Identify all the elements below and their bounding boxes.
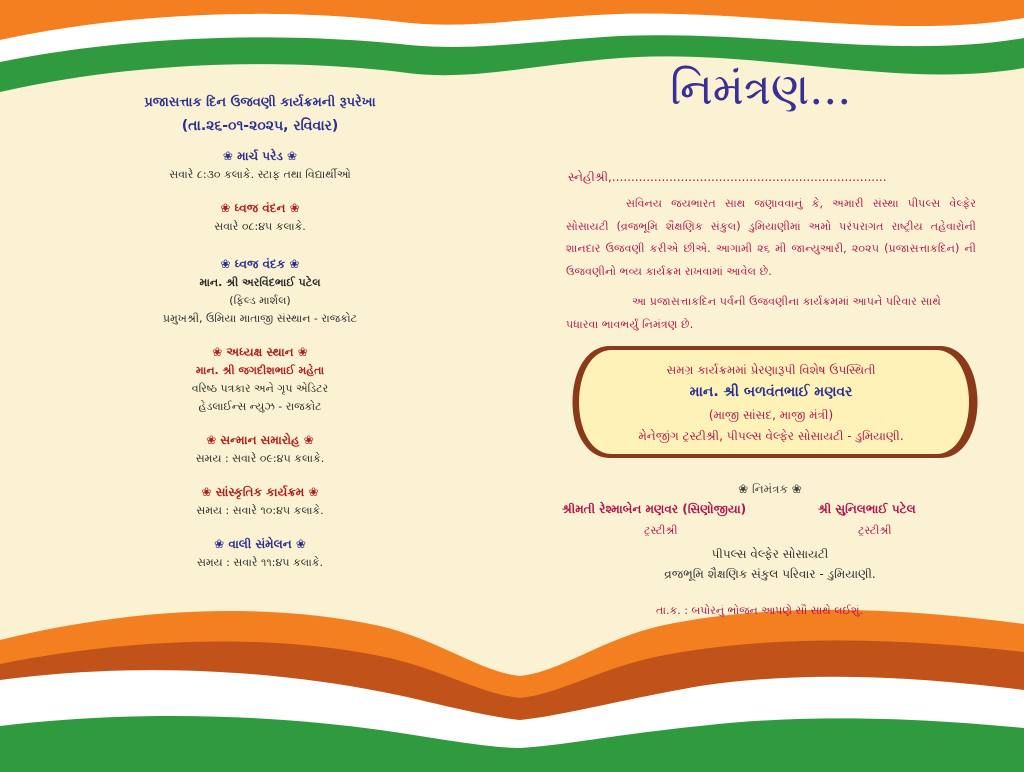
event-title: ❀ સન્માન સમારોહ ❀	[206, 433, 314, 447]
hosts-label: ❀ નિમંત્રક ❀	[738, 482, 802, 496]
guest-name: માન. શ્રી બળવંતભાઈ મણવર	[689, 384, 853, 400]
invitation-paragraph-2	[566, 291, 976, 336]
event-title: ❀ ધ્વજ વંદન ❀	[220, 201, 300, 215]
event-march-parade	[90, 146, 430, 184]
host-names	[560, 500, 980, 524]
event-person-org: પ્રમુખશ્રી, ઉમિયા માતાજી સંસ્થાન - રાજકોટ	[162, 312, 358, 325]
event-title: ❀ અધ્યક્ષ સ્થાન ❀	[212, 345, 308, 359]
programme-outline	[90, 92, 430, 586]
lunch-note: તા.ક. : બપોરનું ભોજન આપણે સૌ સાથે લઈશું.	[656, 604, 863, 617]
event-time: સવારે ૮:૩૦ કલાકે. સ્ટાફ તથા વિદ્યાર્થીઓ	[169, 168, 351, 181]
event-time: સવારે ૦૮:૪૫ કલાકે.	[214, 220, 306, 233]
event-title: ❀ વાલી સંમેલન ❀	[214, 537, 306, 551]
event-flag-hoister	[90, 254, 430, 328]
event-person-org: હેડલાઈન્સ ન્યુઝ - રાજકોટ	[198, 400, 322, 413]
guest-title: (માજી સાંસદ, માજી મંત્રી)	[708, 408, 834, 422]
event-time: સમય : સવારે ૧૦:૪૫ કલાકે.	[196, 504, 324, 517]
event-felicitation	[90, 430, 430, 468]
host-2-role: ટ્રસ્ટીશ્રી	[858, 524, 892, 537]
event-cultural	[90, 482, 430, 520]
invitation-paragraph-1	[566, 193, 976, 283]
outline-heading: પ્રજાસત્તાક દિન ઉજવણી કાર્યક્રમની રૂપરેખા	[144, 95, 376, 110]
org-name: પીપલ્સ વેલ્ફેર સોસાયટી	[711, 547, 829, 561]
guest-intro: સમગ્ર કાર્યક્રમમાં પ્રેરણારૂપી વિશેષ ઉપસ્થિતી	[666, 363, 876, 377]
org-family: વ્રજભૂમિ શૈક્ષણિક સંકુલ પરિવાર - ડુમિયાણી.	[664, 567, 876, 581]
invitation-title: નિમંત્રણ...	[670, 64, 852, 115]
hosts-section	[560, 478, 980, 584]
greeting-line: સ્નેહીશ્રી,........................................................................	[568, 170, 887, 184]
event-title: ❀ માર્ચ પરેડ ❀	[222, 149, 298, 163]
event-title: ❀ સાંસ્કૃતિક કાર્યક્રમ ❀	[201, 485, 319, 499]
event-parents-meet	[90, 534, 430, 572]
special-guest-banner	[576, 346, 966, 458]
event-flag-salute	[90, 198, 430, 236]
host-1-name: શ્રીમતી રેશ્માબેન મણવર (સિણોજીયા)	[562, 502, 747, 516]
guest-role: મેનેજીંગ ટ્રસ્ટીશ્રી, પીપલ્સ વેલ્ફેર સોસાયટી - ડુમિયાણી.	[638, 429, 904, 443]
paragraph-2-text: આ પ્રજાસત્તાકદિન પર્વની ઉજવણીના કાર્યક્રમમાં આપને પરિવાર સાથે પધારવા ભાવભર્યું નિમંત્રણ છે.	[566, 295, 941, 331]
paragraph-1-text: સવિનય જયભારત સાથ જણાવવાનું કે, અમારી સંસ્થા પીપલ્સ વેલ્ફેર સોસાયટી (વ્રજભૂમિ શૈક્ષણિક સંકુલ) ડુમિયાણીમાં અમો પરંપરાગત રાષ્ટ્રીય તહેવારોની શાનદાર ઉજવણી કરીએ છીએ. આગામી ૨૬ મી જાન્યુઆરી, ૨૦૨૫ (પ્રજાસત્તાકદિન) ની ઉજવણીનો ભવ્ય કાર્યક્રમ રાખવામાં આવેલ છે.	[566, 197, 976, 278]
event-title: ❀ ધ્વજ વંદક ❀	[220, 257, 300, 271]
event-person: માન. શ્રી અરવિંદભાઈ પટેલ	[199, 276, 321, 289]
host-roles	[560, 524, 980, 544]
event-time: સમય : સવારે ૦૯:૪૫ કલાકે.	[195, 452, 325, 465]
event-time: સમય : સવારે ૧૧:૪૫ કલાકે.	[196, 556, 324, 569]
host-2-name: શ્રી સુનિલભાઈ પટેલ	[818, 502, 916, 516]
event-person-title: વરિષ્ઠ પત્રકાર અને ગૃપ એડિટર	[191, 382, 329, 395]
outline-date: (તા.૨૬-૦૧-૨૦૨૫, રવિવાર)	[181, 118, 339, 134]
host-1-role: ટ્રસ્ટીશ્રી	[644, 524, 678, 537]
event-person: માન. શ્રી જગદીશભાઈ મહેતા	[195, 364, 325, 377]
event-chair	[90, 342, 430, 416]
event-person-title: (ફિલ્ડ માર્શલ)	[229, 294, 291, 307]
